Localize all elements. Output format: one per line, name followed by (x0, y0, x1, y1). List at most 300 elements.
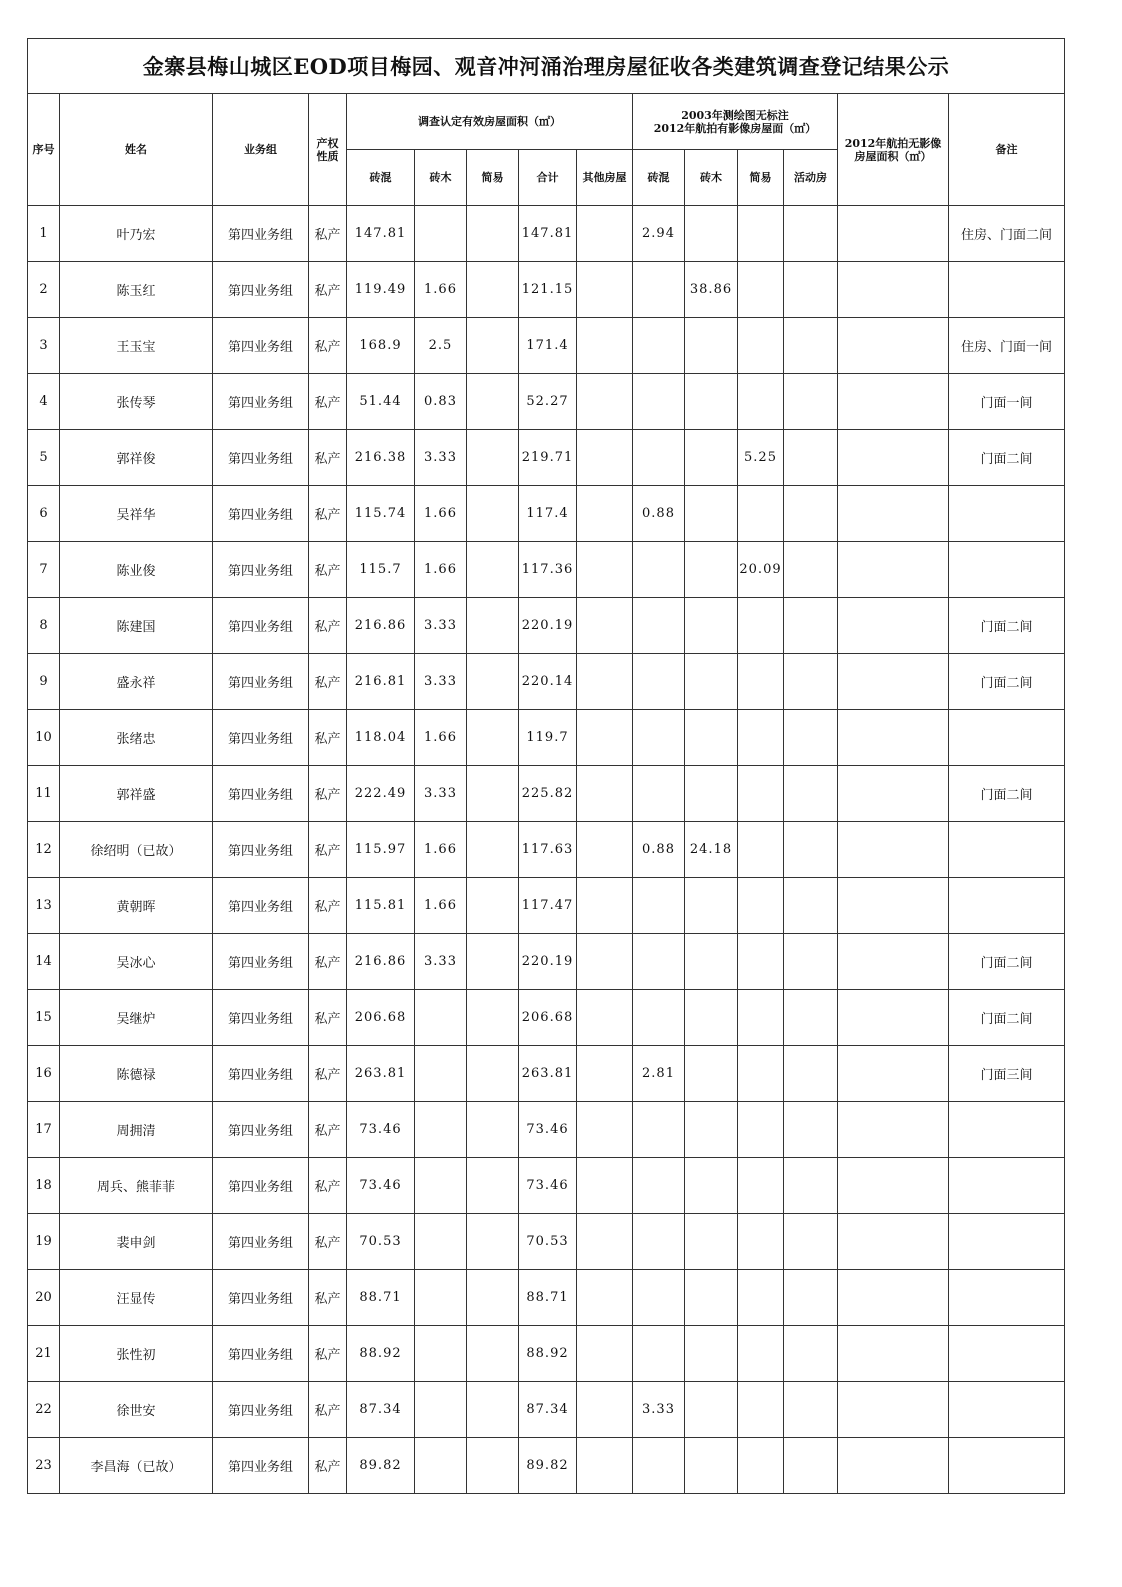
cell-simple (467, 542, 519, 598)
cell-total: 73.46 (519, 1102, 577, 1158)
cell-ownership: 私产 (309, 262, 347, 318)
cell-brick-wood-2003 (685, 1382, 738, 1438)
cell-simple (467, 318, 519, 374)
cell-seq: 17 (28, 1102, 60, 1158)
cell-brick-wood-2003 (685, 598, 738, 654)
cell-total: 220.19 (519, 598, 577, 654)
cell-group: 第四业务组 (213, 934, 309, 990)
cell-simple-2003 (738, 1382, 784, 1438)
cell-brick-wood-2003 (685, 1270, 738, 1326)
cell-seq: 13 (28, 878, 60, 934)
cell-other (577, 1102, 633, 1158)
cell-brick-concrete-2003: 2.94 (633, 206, 685, 262)
cell-simple-2003 (738, 878, 784, 934)
cell-brick-wood-2003 (685, 766, 738, 822)
cell-name: 李昌海（已故） (60, 1438, 213, 1494)
cell-brick-wood (415, 1438, 467, 1494)
cell-simple (467, 1158, 519, 1214)
cell-brick-wood (415, 1158, 467, 1214)
cell-group: 第四业务组 (213, 1270, 309, 1326)
cell-name: 陈玉红 (60, 262, 213, 318)
cell-mobile-2003 (784, 710, 838, 766)
cell-brick-concrete-2003 (633, 710, 685, 766)
cell-remark (949, 1438, 1065, 1494)
cell-simple (467, 374, 519, 430)
cell-area-2012 (838, 1326, 949, 1382)
cell-seq: 19 (28, 1214, 60, 1270)
cell-group: 第四业务组 (213, 1158, 309, 1214)
cell-other (577, 990, 633, 1046)
cell-seq: 5 (28, 430, 60, 486)
cell-mobile-2003 (784, 1326, 838, 1382)
cell-other (577, 262, 633, 318)
cell-simple-2003 (738, 486, 784, 542)
cell-mobile-2003 (784, 1438, 838, 1494)
cell-brick-wood-2003 (685, 1102, 738, 1158)
cell-ownership: 私产 (309, 934, 347, 990)
cell-simple-2003 (738, 206, 784, 262)
cell-total: 88.71 (519, 1270, 577, 1326)
cell-brick-wood: 1.66 (415, 542, 467, 598)
header-remark: 备注 (949, 94, 1065, 206)
cell-brick-concrete-2003: 0.88 (633, 822, 685, 878)
cell-remark: 门面二间 (949, 934, 1065, 990)
cell-group: 第四业务组 (213, 542, 309, 598)
document-title: 金寨县梅山城区EOD项目梅园、观音冲河涌治理房屋征收各类建筑调查登记结果公示 (27, 38, 1065, 93)
cell-brick-wood: 3.33 (415, 934, 467, 990)
cell-name: 盛永祥 (60, 654, 213, 710)
cell-ownership: 私产 (309, 878, 347, 934)
cell-seq: 4 (28, 374, 60, 430)
table-row (28, 822, 1065, 878)
cell-brick-wood: 3.33 (415, 430, 467, 486)
cell-total: 171.4 (519, 318, 577, 374)
cell-brick-wood (415, 206, 467, 262)
cell-mobile-2003 (784, 542, 838, 598)
cell-brick-concrete: 216.81 (347, 654, 415, 710)
cell-simple (467, 1382, 519, 1438)
cell-other (577, 598, 633, 654)
cell-remark (949, 1158, 1065, 1214)
cell-area-2012 (838, 654, 949, 710)
cell-other (577, 430, 633, 486)
cell-mobile-2003 (784, 1158, 838, 1214)
cell-ownership: 私产 (309, 1102, 347, 1158)
cell-brick-concrete: 89.82 (347, 1438, 415, 1494)
cell-simple (467, 878, 519, 934)
cell-brick-wood: 3.33 (415, 598, 467, 654)
cell-area-2012 (838, 822, 949, 878)
cell-brick-concrete: 51.44 (347, 374, 415, 430)
table-row (28, 990, 1065, 1046)
cell-ownership: 私产 (309, 822, 347, 878)
table-row (28, 1326, 1065, 1382)
cell-remark: 门面一间 (949, 374, 1065, 430)
cell-simple-2003 (738, 262, 784, 318)
cell-brick-wood: 1.66 (415, 710, 467, 766)
cell-mobile-2003 (784, 822, 838, 878)
table-row (28, 318, 1065, 374)
cell-other (577, 1270, 633, 1326)
cell-brick-concrete: 222.49 (347, 766, 415, 822)
cell-seq: 22 (28, 1382, 60, 1438)
cell-name: 徐绍明（已故） (60, 822, 213, 878)
cell-brick-concrete: 147.81 (347, 206, 415, 262)
cell-brick-wood-2003: 24.18 (685, 822, 738, 878)
cell-mobile-2003 (784, 878, 838, 934)
cell-name: 郭祥盛 (60, 766, 213, 822)
header-area-2003-line1: 2003年测绘图无标注 (681, 108, 789, 122)
cell-total: 219.71 (519, 430, 577, 486)
cell-remark: 门面二间 (949, 766, 1065, 822)
cell-brick-concrete: 119.49 (347, 262, 415, 318)
cell-brick-concrete-2003 (633, 1102, 685, 1158)
table-row (28, 598, 1065, 654)
cell-simple (467, 206, 519, 262)
header-area-2012-line2: 房屋面积（㎡） (854, 149, 932, 163)
cell-brick-concrete-2003 (633, 374, 685, 430)
cell-simple (467, 1326, 519, 1382)
cell-mobile-2003 (784, 990, 838, 1046)
cell-brick-wood-2003 (685, 206, 738, 262)
cell-remark: 住房、门面二间 (949, 206, 1065, 262)
cell-name: 叶乃宏 (60, 206, 213, 262)
cell-simple-2003 (738, 1214, 784, 1270)
cell-brick-concrete: 73.46 (347, 1158, 415, 1214)
table-row (28, 542, 1065, 598)
header-effective-area: 调查认定有效房屋面积（㎡） (347, 94, 633, 150)
cell-area-2012 (838, 1214, 949, 1270)
cell-total: 117.36 (519, 542, 577, 598)
cell-simple-2003 (738, 1438, 784, 1494)
cell-other (577, 934, 633, 990)
cell-ownership: 私产 (309, 1270, 347, 1326)
cell-ownership: 私产 (309, 766, 347, 822)
cell-brick-concrete: 216.86 (347, 598, 415, 654)
cell-brick-wood (415, 1270, 467, 1326)
cell-simple-2003: 5.25 (738, 430, 784, 486)
cell-mobile-2003 (784, 318, 838, 374)
cell-brick-wood-2003 (685, 934, 738, 990)
cell-area-2012 (838, 374, 949, 430)
cell-name: 张性初 (60, 1326, 213, 1382)
cell-area-2012 (838, 990, 949, 1046)
cell-simple-2003 (738, 766, 784, 822)
cell-seq: 14 (28, 934, 60, 990)
cell-seq: 12 (28, 822, 60, 878)
cell-area-2012 (838, 1438, 949, 1494)
cell-total: 87.34 (519, 1382, 577, 1438)
cell-ownership: 私产 (309, 598, 347, 654)
cell-ownership: 私产 (309, 1438, 347, 1494)
cell-area-2012 (838, 262, 949, 318)
subheader-total: 合计 (519, 150, 577, 206)
cell-name: 张传琴 (60, 374, 213, 430)
cell-brick-concrete: 206.68 (347, 990, 415, 1046)
table-row (28, 262, 1065, 318)
cell-area-2012 (838, 206, 949, 262)
table-row (28, 206, 1065, 262)
cell-brick-wood: 3.33 (415, 766, 467, 822)
cell-brick-concrete: 115.74 (347, 486, 415, 542)
cell-name: 张绪忠 (60, 710, 213, 766)
cell-name: 裴申剑 (60, 1214, 213, 1270)
cell-remark (949, 1382, 1065, 1438)
cell-brick-wood-2003 (685, 486, 738, 542)
cell-simple (467, 990, 519, 1046)
cell-group: 第四业务组 (213, 1214, 309, 1270)
cell-other (577, 1382, 633, 1438)
cell-simple-2003 (738, 822, 784, 878)
cell-brick-concrete-2003 (633, 878, 685, 934)
cell-simple-2003 (738, 990, 784, 1046)
cell-brick-concrete: 73.46 (347, 1102, 415, 1158)
cell-simple (467, 1270, 519, 1326)
cell-brick-concrete: 88.71 (347, 1270, 415, 1326)
cell-other (577, 206, 633, 262)
cell-group: 第四业务组 (213, 822, 309, 878)
cell-seq: 16 (28, 1046, 60, 1102)
cell-brick-wood-2003 (685, 1438, 738, 1494)
cell-area-2012 (838, 486, 949, 542)
cell-mobile-2003 (784, 486, 838, 542)
cell-total: 121.15 (519, 262, 577, 318)
cell-simple (467, 710, 519, 766)
cell-brick-wood: 1.66 (415, 822, 467, 878)
table-row (28, 934, 1065, 990)
cell-ownership: 私产 (309, 1326, 347, 1382)
cell-brick-concrete-2003 (633, 542, 685, 598)
cell-area-2012 (838, 710, 949, 766)
cell-name: 汪显传 (60, 1270, 213, 1326)
table-row (28, 374, 1065, 430)
cell-group: 第四业务组 (213, 766, 309, 822)
subheader-mobile-2003: 活动房 (784, 150, 838, 206)
subheader-brick-concrete-2003: 砖混 (633, 150, 685, 206)
cell-total: 52.27 (519, 374, 577, 430)
cell-name: 黄朝晖 (60, 878, 213, 934)
cell-remark (949, 1270, 1065, 1326)
table-row (28, 710, 1065, 766)
cell-remark (949, 710, 1065, 766)
cell-brick-wood: 1.66 (415, 262, 467, 318)
cell-total: 73.46 (519, 1158, 577, 1214)
cell-mobile-2003 (784, 206, 838, 262)
cell-group: 第四业务组 (213, 206, 309, 262)
cell-brick-concrete: 70.53 (347, 1214, 415, 1270)
cell-brick-wood: 3.33 (415, 654, 467, 710)
cell-name: 郭祥俊 (60, 430, 213, 486)
cell-seq: 11 (28, 766, 60, 822)
cell-brick-concrete-2003 (633, 934, 685, 990)
cell-ownership: 私产 (309, 990, 347, 1046)
cell-group: 第四业务组 (213, 262, 309, 318)
cell-other (577, 318, 633, 374)
cell-brick-wood (415, 990, 467, 1046)
cell-group: 第四业务组 (213, 654, 309, 710)
cell-group: 第四业务组 (213, 1326, 309, 1382)
cell-ownership: 私产 (309, 430, 347, 486)
cell-simple (467, 430, 519, 486)
cell-seq: 6 (28, 486, 60, 542)
cell-remark: 住房、门面一间 (949, 318, 1065, 374)
cell-remark (949, 878, 1065, 934)
cell-brick-concrete: 216.38 (347, 430, 415, 486)
cell-group: 第四业务组 (213, 598, 309, 654)
cell-brick-wood-2003 (685, 318, 738, 374)
table-row (28, 654, 1065, 710)
subheader-simple: 简易 (467, 150, 519, 206)
cell-mobile-2003 (784, 1102, 838, 1158)
cell-other (577, 1326, 633, 1382)
cell-other (577, 1214, 633, 1270)
cell-ownership: 私产 (309, 1046, 347, 1102)
header-area-2012-line1: 2012年航拍无影像 (844, 136, 942, 150)
cell-total: 147.81 (519, 206, 577, 262)
cell-brick-wood-2003 (685, 430, 738, 486)
cell-group: 第四业务组 (213, 374, 309, 430)
table-row (28, 878, 1065, 934)
cell-remark (949, 822, 1065, 878)
cell-simple (467, 1046, 519, 1102)
cell-remark (949, 1214, 1065, 1270)
cell-brick-wood: 1.66 (415, 878, 467, 934)
cell-brick-wood-2003 (685, 654, 738, 710)
cell-remark: 门面二间 (949, 430, 1065, 486)
cell-remark (949, 1326, 1065, 1382)
cell-group: 第四业务组 (213, 1102, 309, 1158)
cell-ownership: 私产 (309, 1214, 347, 1270)
survey-table (27, 93, 1065, 1494)
cell-remark (949, 486, 1065, 542)
cell-seq: 10 (28, 710, 60, 766)
cell-ownership: 私产 (309, 1382, 347, 1438)
cell-brick-wood-2003 (685, 1158, 738, 1214)
cell-name: 吴祥华 (60, 486, 213, 542)
cell-brick-concrete-2003 (633, 766, 685, 822)
cell-brick-concrete-2003 (633, 318, 685, 374)
cell-seq: 18 (28, 1158, 60, 1214)
cell-group: 第四业务组 (213, 878, 309, 934)
cell-brick-wood: 2.5 (415, 318, 467, 374)
cell-brick-wood (415, 1326, 467, 1382)
cell-other (577, 1438, 633, 1494)
cell-name: 吴继炉 (60, 990, 213, 1046)
cell-area-2012 (838, 1158, 949, 1214)
table-row (28, 1158, 1065, 1214)
cell-simple-2003 (738, 598, 784, 654)
cell-brick-wood-2003 (685, 710, 738, 766)
cell-simple (467, 486, 519, 542)
header-ownership (309, 94, 347, 206)
cell-brick-concrete-2003 (633, 990, 685, 1046)
cell-remark: 门面二间 (949, 990, 1065, 1046)
cell-seq: 15 (28, 990, 60, 1046)
cell-simple-2003 (738, 1102, 784, 1158)
cell-seq: 1 (28, 206, 60, 262)
table-row (28, 766, 1065, 822)
cell-group: 第四业务组 (213, 710, 309, 766)
cell-brick-wood (415, 1214, 467, 1270)
cell-other (577, 654, 633, 710)
cell-group: 第四业务组 (213, 1438, 309, 1494)
cell-remark: 门面三间 (949, 1046, 1065, 1102)
cell-area-2012 (838, 878, 949, 934)
cell-ownership: 私产 (309, 654, 347, 710)
cell-total: 117.47 (519, 878, 577, 934)
cell-ownership: 私产 (309, 1158, 347, 1214)
table-row (28, 1382, 1065, 1438)
cell-seq: 9 (28, 654, 60, 710)
cell-area-2012 (838, 1046, 949, 1102)
table-row (28, 1214, 1065, 1270)
cell-area-2012 (838, 430, 949, 486)
cell-brick-wood-2003 (685, 990, 738, 1046)
cell-area-2012 (838, 542, 949, 598)
cell-name: 陈德禄 (60, 1046, 213, 1102)
cell-brick-wood-2003 (685, 878, 738, 934)
cell-ownership: 私产 (309, 374, 347, 430)
subheader-brick-concrete: 砖混 (347, 150, 415, 206)
cell-simple-2003 (738, 1046, 784, 1102)
table-header (28, 94, 1065, 206)
cell-brick-concrete: 263.81 (347, 1046, 415, 1102)
cell-area-2012 (838, 318, 949, 374)
cell-simple (467, 598, 519, 654)
cell-ownership: 私产 (309, 318, 347, 374)
cell-brick-wood-2003 (685, 1046, 738, 1102)
cell-simple (467, 934, 519, 990)
cell-simple-2003 (738, 374, 784, 430)
cell-brick-wood-2003 (685, 1214, 738, 1270)
cell-total: 119.7 (519, 710, 577, 766)
header-group: 业务组 (213, 94, 309, 206)
cell-name: 徐世安 (60, 1382, 213, 1438)
cell-total: 225.82 (519, 766, 577, 822)
cell-simple (467, 766, 519, 822)
cell-ownership: 私产 (309, 486, 347, 542)
cell-seq: 21 (28, 1326, 60, 1382)
cell-simple-2003 (738, 1270, 784, 1326)
table-row (28, 486, 1065, 542)
cell-seq: 7 (28, 542, 60, 598)
cell-other (577, 542, 633, 598)
cell-simple (467, 654, 519, 710)
cell-remark (949, 262, 1065, 318)
cell-total: 88.92 (519, 1326, 577, 1382)
cell-total: 220.19 (519, 934, 577, 990)
cell-name: 王玉宝 (60, 318, 213, 374)
cell-other (577, 710, 633, 766)
cell-remark (949, 1102, 1065, 1158)
cell-other (577, 878, 633, 934)
cell-simple-2003: 20.09 (738, 542, 784, 598)
cell-brick-concrete-2003 (633, 1158, 685, 1214)
cell-name: 陈建国 (60, 598, 213, 654)
cell-total: 70.53 (519, 1214, 577, 1270)
cell-mobile-2003 (784, 766, 838, 822)
cell-ownership: 私产 (309, 542, 347, 598)
table-row (28, 1438, 1065, 1494)
cell-brick-wood (415, 1102, 467, 1158)
cell-total: 206.68 (519, 990, 577, 1046)
cell-group: 第四业务组 (213, 430, 309, 486)
cell-other (577, 1158, 633, 1214)
cell-group: 第四业务组 (213, 1046, 309, 1102)
cell-brick-concrete-2003: 0.88 (633, 486, 685, 542)
cell-total: 117.63 (519, 822, 577, 878)
cell-area-2012 (838, 598, 949, 654)
